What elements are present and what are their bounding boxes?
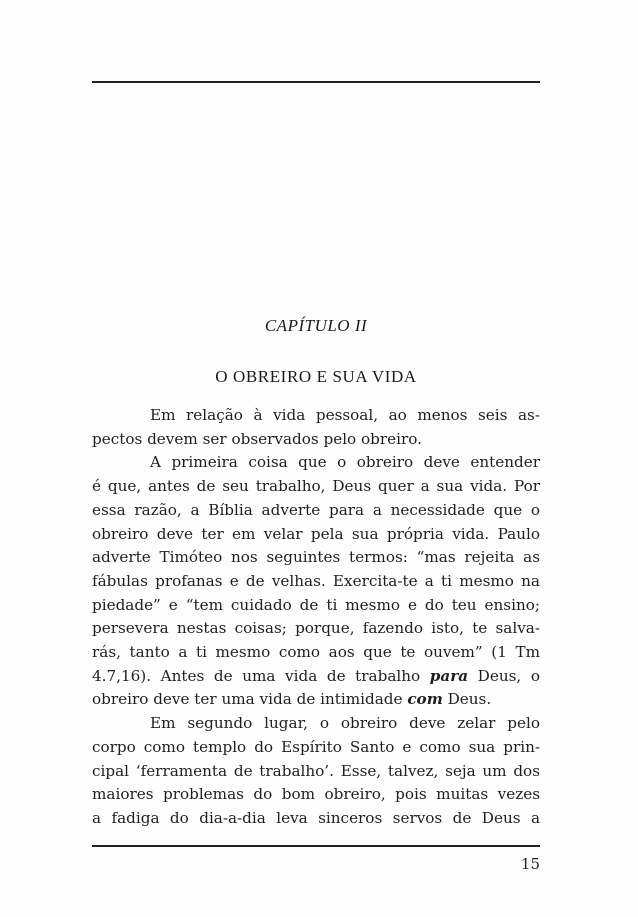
- chapter-label: CAPÍTULO II: [264, 316, 368, 335]
- text-line: essa razão, a Bíblia adverte para a necessidade que o: [92, 500, 540, 519]
- emphasis-para: para: [429, 666, 469, 685]
- body-text: [92, 404, 540, 831]
- text-line: Em segundo lugar, o obreiro deve zelar pelo: [150, 714, 540, 733]
- text-line: piedade” e “tem cuidado de ti mesmo e do teu ensino;: [92, 595, 540, 614]
- text-line: obreiro deve ter em velar pela sua própria vida. Paulo: [92, 524, 540, 543]
- emphasis-com: com: [407, 690, 443, 709]
- text-line: maiores problemas do bom obreiro, pois muitas vezes: [92, 785, 540, 804]
- text-segment: 4.7,16). Antes de uma vida de trabalho: [92, 666, 430, 685]
- text-line: adverte Timóteo nos seguintes termos: “mas rejeita as: [92, 548, 540, 567]
- text-line: rás, tanto a ti mesmo como aos que te ouvem” (1 Tm: [92, 643, 540, 662]
- text-line: a fadiga do dia-a-dia leva sinceros servos de Deus a: [92, 808, 540, 827]
- text-segment: obreiro deve ter uma vida de intimidade: [92, 690, 408, 709]
- text-line: fábulas profanas e de velhas. Exercita-te a ti mesmo na: [92, 571, 540, 590]
- text-line: é que, antes de seu trabalho, Deus quer a sua vida. Por: [92, 477, 540, 496]
- text-line: A primeira coisa que o obreiro deve entender: [150, 453, 540, 472]
- text-line: Em relação à vida pessoal, ao menos seis as-: [150, 406, 540, 424]
- text-line: [92, 665, 540, 689]
- header-rule: [92, 81, 540, 83]
- text-line: cipal ‘ferramenta de trabalho’. Esse, talvez, seja um dos: [92, 761, 540, 780]
- text-line: persevera nestas coisas; porque, fazendo isto, te salva-: [92, 619, 540, 638]
- text-segment: Deus, o: [468, 666, 540, 685]
- footer-rule: [92, 845, 540, 847]
- text-line: [92, 688, 540, 712]
- chapter-title: O OBREIRO E SUA VIDA: [215, 367, 417, 386]
- text-line: pectos devem ser observados pelo obreiro.: [92, 429, 422, 448]
- text-line: corpo como templo do Espírito Santo e como sua prin-: [92, 737, 540, 756]
- text-segment: Deus.: [442, 690, 492, 709]
- page-number: 15: [520, 855, 540, 873]
